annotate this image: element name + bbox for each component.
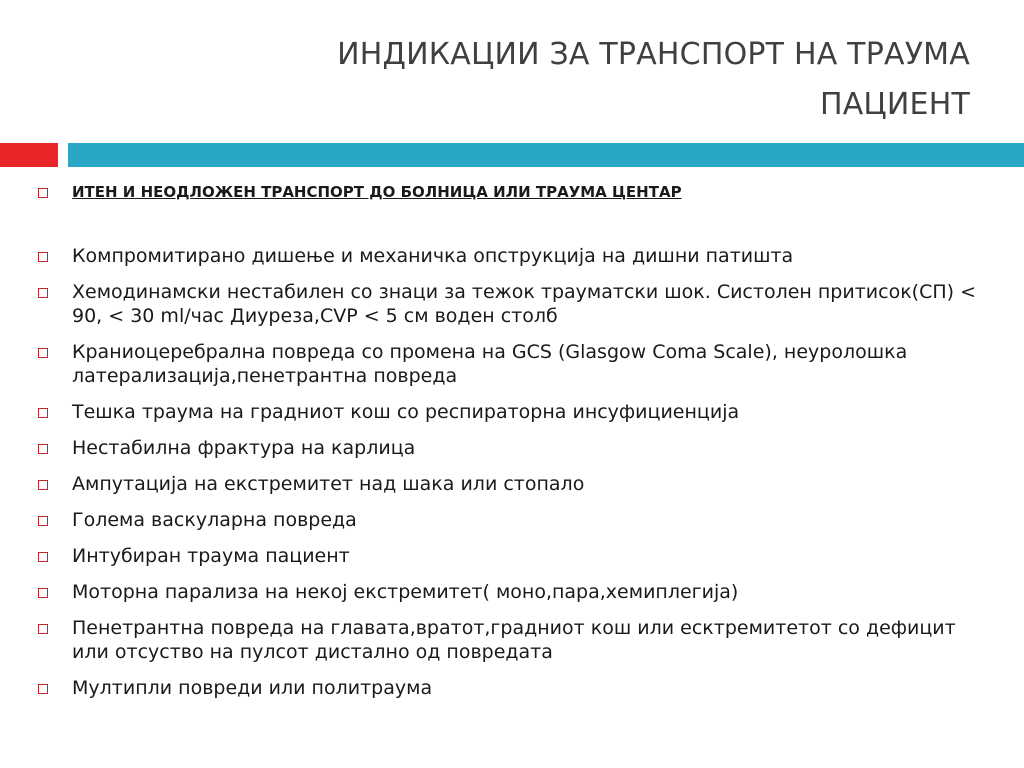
square-bullet-icon <box>38 252 48 262</box>
square-bullet-icon <box>38 480 48 490</box>
slide-title-line-1: ИНДИКАЦИИ ЗА ТРАНСПОРТ НА ТРАУМА <box>337 37 970 72</box>
list-item <box>38 580 988 604</box>
list-heading-text: ИТЕН И НЕОДЛОЖЕН ТРАНСПОРТ ДО БОЛНИЦА ИЛИ ТРАУМА ЦЕНТАР <box>72 183 682 201</box>
list-item <box>38 616 988 664</box>
square-bullet-icon <box>38 552 48 562</box>
accent-band-teal <box>68 143 1024 167</box>
square-bullet-icon <box>38 348 48 358</box>
list-item-text: Нестабилна фрактура на карлица <box>72 437 416 459</box>
list-item-text: Моторна парализа на некој екстремитет( моно,пара,хемиплегија) <box>72 581 739 603</box>
square-bullet-icon <box>38 188 48 198</box>
list-item <box>38 280 988 328</box>
list-item-text: Пенетрантна повреда на главата,вратот,градниот кош или есктремитетот со дефицит или отсуство на пулсот дистално од повредата <box>72 617 956 663</box>
bullet-list <box>38 180 988 700</box>
list-item <box>38 436 988 460</box>
list-item <box>38 340 988 388</box>
accent-band-red <box>0 143 58 167</box>
square-bullet-icon <box>38 516 48 526</box>
list-item <box>38 472 988 496</box>
list-item <box>38 244 988 268</box>
list-item-text: Голема васкуларна повреда <box>72 509 357 531</box>
slide-title <box>210 30 970 130</box>
list-heading <box>38 180 988 204</box>
list-item-text: Тешка траума на градниот кош со респираторна инсуфициенција <box>72 401 740 423</box>
square-bullet-icon <box>38 444 48 454</box>
square-bullet-icon <box>38 588 48 598</box>
list-item-text: Мултипли повреди или политраума <box>72 677 433 699</box>
list-item <box>38 676 988 700</box>
square-bullet-icon <box>38 684 48 694</box>
list-item <box>38 508 988 532</box>
list-item-text: Интубиран траума пациент <box>72 545 350 567</box>
list-item <box>38 400 988 424</box>
list-item-text: Ампутација на екстремитет над шака или стопало <box>72 473 585 495</box>
square-bullet-icon <box>38 408 48 418</box>
square-bullet-icon <box>38 624 48 634</box>
list-item-text: Компромитирано дишење и механичка опструкција на дишни патишта <box>72 245 794 267</box>
slide-title-line-2: ПАЦИЕНТ <box>819 87 970 122</box>
square-bullet-icon <box>38 288 48 298</box>
list-item-text: Хемодинамски нестабилен со знаци за тежок трауматски шок. Систолен притисок(СП) < 90, < 30 ml/час Диуреза,CVP < 5 см воден столб <box>72 281 977 327</box>
list-item-text: Краниоцеребрална повреда со промена на GCS (Glasgow Coma Scale), неуролошка латерализација,пенетрантна повреда <box>72 341 908 387</box>
list-item <box>38 544 988 568</box>
